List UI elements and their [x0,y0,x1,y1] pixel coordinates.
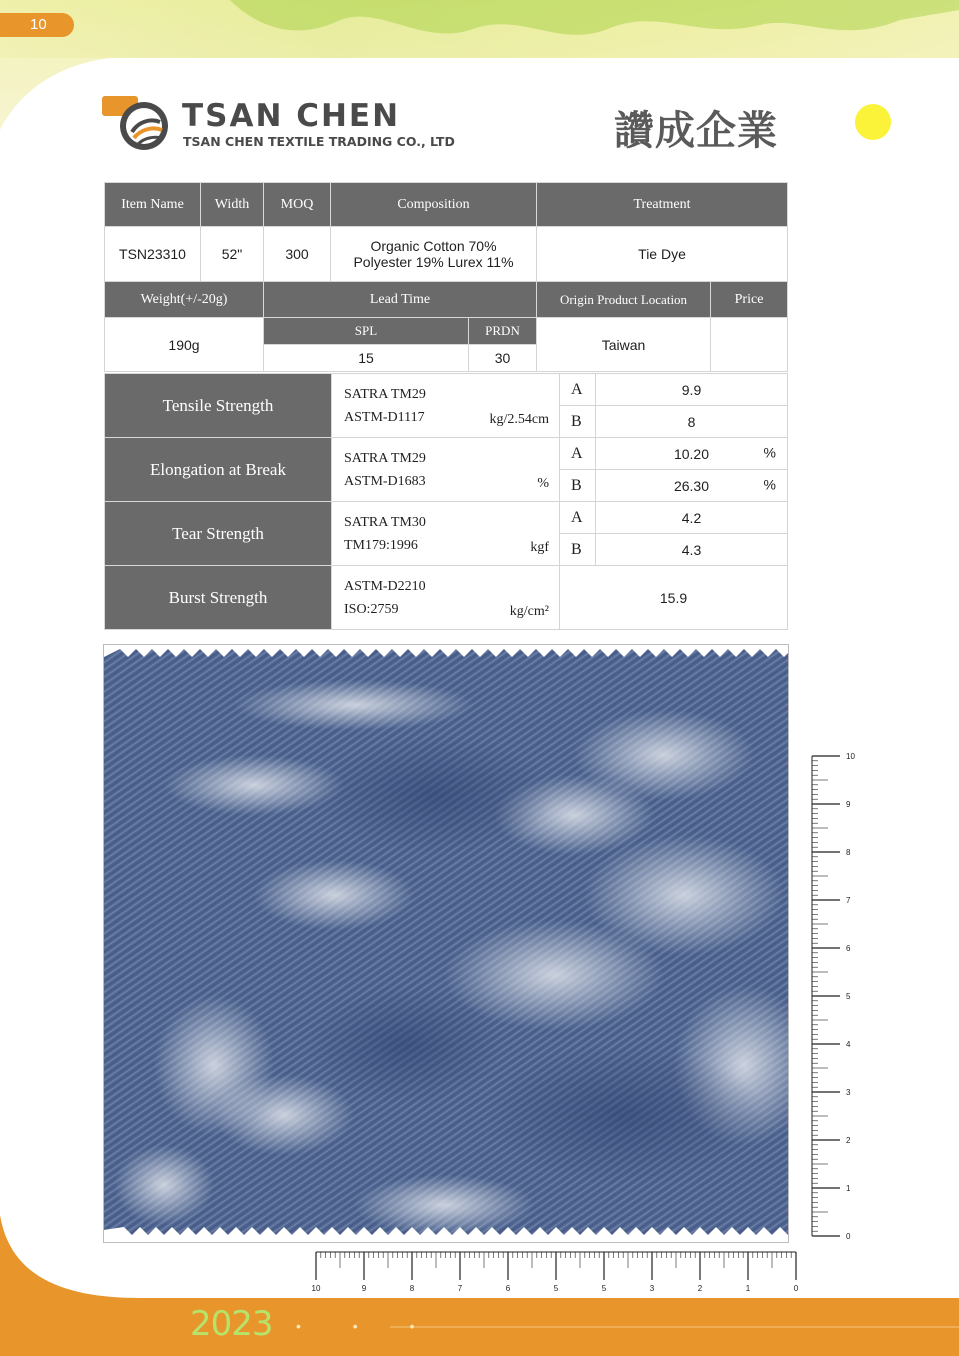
elongation-unit: % [537,476,549,491]
elongation-a-unit: % [763,443,776,460]
elongation-method-2: ASTM-D1683 [344,473,426,489]
elongation-method [332,438,560,502]
treatment-value: Tie Dye [537,227,788,282]
fabric-swatch-image [104,645,788,1242]
burst-unit: kg/cm² [509,604,549,619]
burst-value: 15.9 [560,566,788,630]
tear-a-label: A [560,502,596,534]
horizontal-ruler-label: 3 [649,1284,655,1293]
header-weight: Weight(+/-20g) [105,282,264,318]
moq-value: 300 [264,227,331,282]
header-moq: MOQ [264,183,331,227]
vertical-ruler-label: 0 [846,1232,851,1241]
header-item-name: Item Name [105,183,201,227]
tear-strength-method [332,502,560,566]
footer-year: 2023 [190,1304,273,1344]
header-prdn: PRDN [469,318,537,345]
elongation-a-number: 10.20 [673,445,710,462]
company-logo-icon [102,94,172,156]
tear-a-number: 4.2 [681,509,702,526]
tear-method-1: SATRA TM30 [344,514,426,530]
vertical-ruler [806,748,866,1244]
tensile-a-value [596,374,788,406]
horizontal-ruler-label: 5 [601,1284,607,1293]
vertical-ruler-label: 8 [846,848,851,857]
elongation-method-1: SATRA TM29 [344,450,426,466]
tensile-unit: kg/2.54cm [489,412,549,427]
header-width: Width [201,183,264,227]
horizontal-ruler-label: 7 [457,1284,463,1293]
origin-value: Taiwan [537,318,711,372]
horizontal-ruler-label: 5 [553,1284,559,1293]
vertical-ruler-label: 6 [846,944,851,953]
horizontal-ruler-label: 6 [505,1284,511,1293]
elongation-b-label: B [560,470,596,502]
tensile-a-label: A [560,374,596,406]
tensile-method-1: SATRA TM29 [344,386,426,402]
vertical-ruler-label: 1 [846,1184,851,1193]
elongation-b-value [596,470,788,502]
horizontal-ruler-label: 10 [311,1284,321,1293]
prdn-value: 30 [469,345,537,372]
horizontal-ruler-label: 1 [745,1284,751,1293]
vertical-ruler-label: 4 [846,1040,851,1049]
vertical-ruler-label: 2 [846,1136,851,1145]
vertical-ruler-label: 9 [846,800,851,809]
brand-name: TSAN CHEN [182,98,401,134]
spl-value: 15 [264,345,469,372]
width-value: 52" [201,227,264,282]
horizontal-ruler [310,1250,806,1296]
header-composition: Composition [331,183,537,227]
tensile-b-value [596,406,788,438]
horizontal-ruler-label: 9 [361,1284,367,1293]
header-origin: Origin Product Location [537,282,711,318]
vertical-ruler-label: 10 [846,752,855,761]
weight-value: 190g [105,318,264,372]
burst-method-2: ISO:2759 [344,601,399,617]
burst-method-1: ASTM-D2210 [344,578,426,594]
elongation-b-number: 26.30 [673,477,710,494]
elongation-label: Elongation at Break [105,438,332,502]
tear-b-value [596,534,788,566]
composition-line-1: Organic Cotton 70% [370,238,497,254]
tear-strength-label: Tear Strength [105,502,332,566]
header-spl: SPL [264,318,469,345]
header-price: Price [711,282,788,318]
vertical-ruler-label: 5 [846,992,851,1001]
horizontal-ruler-label: 0 [793,1284,799,1293]
brand-subtitle: TSAN CHEN TEXTILE TRADING CO., LTD [183,134,455,149]
header-treatment: Treatment [537,183,788,227]
footer-dots: • • • [296,1318,439,1334]
vertical-ruler-label: 3 [846,1088,851,1097]
composition-value [331,227,537,282]
elongation-b-unit: % [763,475,776,492]
tensile-b-label: B [560,406,596,438]
tear-unit: kgf [530,540,549,555]
burst-strength-label: Burst Strength [105,566,332,630]
performance-table [104,373,788,630]
tensile-a-number: 9.9 [681,381,702,398]
horizontal-ruler-label: 8 [409,1284,415,1293]
tensile-strength-label: Tensile Strength [105,374,332,438]
tear-a-value [596,502,788,534]
elongation-a-label: A [560,438,596,470]
decorative-dot [855,104,891,140]
burst-strength-method [332,566,560,630]
price-value [711,318,788,372]
tear-method-2: TM179:1996 [344,537,418,553]
tensile-strength-method [332,374,560,438]
elongation-a-value [596,438,788,470]
header-lead-time: Lead Time [264,282,537,318]
brand-chinese-name: 讚成企業 [614,108,778,154]
item-name-value: TSN23310 [105,227,201,282]
vertical-ruler-label: 7 [846,896,851,905]
composition-line-2: Polyester 19% Lurex 11% [353,254,514,270]
tear-b-label: B [560,534,596,566]
spec-table [104,182,788,372]
page-number: 10 [0,13,74,37]
tear-b-number: 4.3 [681,541,702,558]
tensile-b-number: 8 [687,413,696,430]
fabric-swatch-frame [103,644,789,1243]
horizontal-ruler-label: 2 [697,1284,703,1293]
tensile-method-2: ASTM-D1117 [344,409,425,425]
